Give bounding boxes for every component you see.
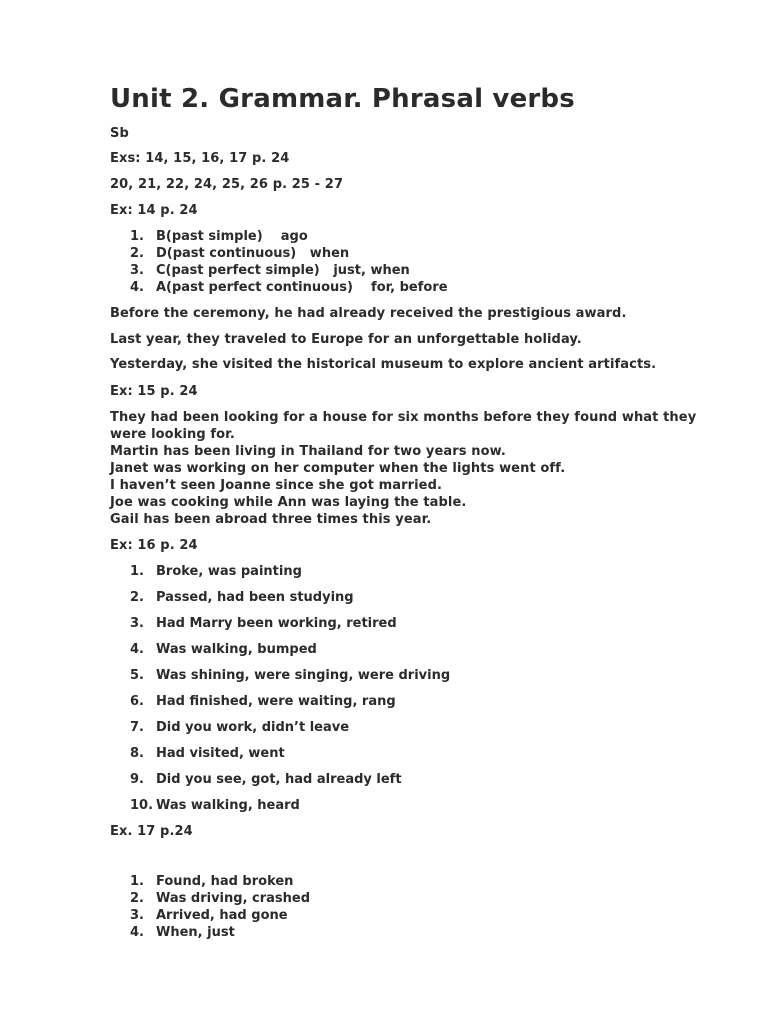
list-item-text: Did you see, got, had already left <box>156 772 402 787</box>
ex14-item <box>130 262 410 279</box>
ex17-item <box>130 890 310 907</box>
ex14-heading: Ex: 14 p. 24 <box>110 203 198 218</box>
ex14-item <box>130 245 349 262</box>
ex15-line: were looking for. <box>110 427 235 442</box>
ex17-item <box>130 924 235 941</box>
ex16-item <box>130 719 349 736</box>
list-number: 1. <box>130 229 144 244</box>
list-number: 2. <box>130 891 144 906</box>
list-item-text: Found, had broken <box>156 874 294 889</box>
ex15-line: Gail has been abroad three times this year. <box>110 512 432 527</box>
list-item-text: Had Marry been working, retired <box>156 616 397 631</box>
list-number: 2. <box>130 590 144 605</box>
list-item-text: Had finished, were waiting, rang <box>156 694 396 709</box>
list-item-text: Had visited, went <box>156 746 285 761</box>
list-item-text: Was driving, crashed <box>156 891 311 906</box>
ex14-sentence: Before the ceremony, he had already received the prestigious award. <box>110 306 627 321</box>
list-item-text: B(past simple) ago <box>156 229 308 244</box>
list-item-text: Broke, was painting <box>156 564 302 579</box>
list-item-text: When, just <box>156 925 235 940</box>
list-number: 7. <box>130 720 144 735</box>
ex16-item <box>130 693 396 710</box>
ex16-item <box>130 797 300 814</box>
list-number: 5. <box>130 668 144 683</box>
list-item-text: Did you work, didn’t leave <box>156 720 350 735</box>
ex15-line: Joe was cooking while Ann was laying the table. <box>110 495 467 510</box>
list-item-text: Passed, had been studying <box>156 590 354 605</box>
page-title: Unit 2. Grammar. Phrasal verbs <box>110 84 575 114</box>
list-number: 4. <box>130 925 144 940</box>
list-item-text: Was walking, bumped <box>156 642 317 657</box>
list-number: 6. <box>130 694 144 709</box>
ex16-item <box>130 667 450 684</box>
ex17-item <box>130 907 288 924</box>
list-number: 8. <box>130 746 144 761</box>
ex15-line: Martin has been living in Thailand for two years now. <box>110 444 506 459</box>
ex17-heading: Ex. 17 p.24 <box>110 824 193 839</box>
ex17-item <box>130 873 293 890</box>
header-line-exercises: Exs: 14, 15, 16, 17 p. 24 <box>110 151 290 166</box>
ex16-item <box>130 563 302 580</box>
ex16-item <box>130 771 402 788</box>
ex16-heading: Ex: 16 p. 24 <box>110 538 198 553</box>
ex14-sentence: Yesterday, she visited the historical museum to explore ancient artifacts. <box>110 357 657 372</box>
list-item-text: Was shining, were singing, were driving <box>156 668 451 683</box>
list-number: 2. <box>130 246 144 261</box>
ex15-line: They had been looking for a house for six months before they found what they <box>110 410 697 425</box>
list-number: 3. <box>130 616 144 631</box>
list-item-text: A(past perfect continuous) for, before <box>156 280 448 295</box>
ex15-line: Janet was working on her computer when the lights went off. <box>110 461 566 476</box>
list-item-text: Arrived, had gone <box>156 908 288 923</box>
list-item-text: D(past continuous) when <box>156 246 350 261</box>
ex16-item <box>130 745 285 762</box>
list-number: 9. <box>130 772 144 787</box>
list-number: 3. <box>130 908 144 923</box>
ex16-item <box>130 615 397 632</box>
list-number: 4. <box>130 280 144 295</box>
ex15-heading: Ex: 15 p. 24 <box>110 384 198 399</box>
list-item-text: Was walking, heard <box>156 798 300 813</box>
ex14-item <box>130 228 308 245</box>
list-number: 1. <box>130 564 144 579</box>
ex14-sentence: Last year, they traveled to Europe for an unforgettable holiday. <box>110 332 582 347</box>
ex14-item <box>130 279 448 296</box>
list-number: 1. <box>130 874 144 889</box>
ex16-item <box>130 589 354 606</box>
list-item-text: C(past perfect simple) just, when <box>156 263 410 278</box>
list-number: 4. <box>130 642 144 657</box>
list-number: 10. <box>130 798 154 813</box>
list-number: 3. <box>130 263 144 278</box>
ex15-line: I haven’t seen Joanne since she got married. <box>110 478 443 493</box>
header-line-sb: Sb <box>110 126 129 141</box>
header-line-pages: 20, 21, 22, 24, 25, 26 p. 25 - 27 <box>110 177 344 192</box>
ex16-item <box>130 641 317 658</box>
